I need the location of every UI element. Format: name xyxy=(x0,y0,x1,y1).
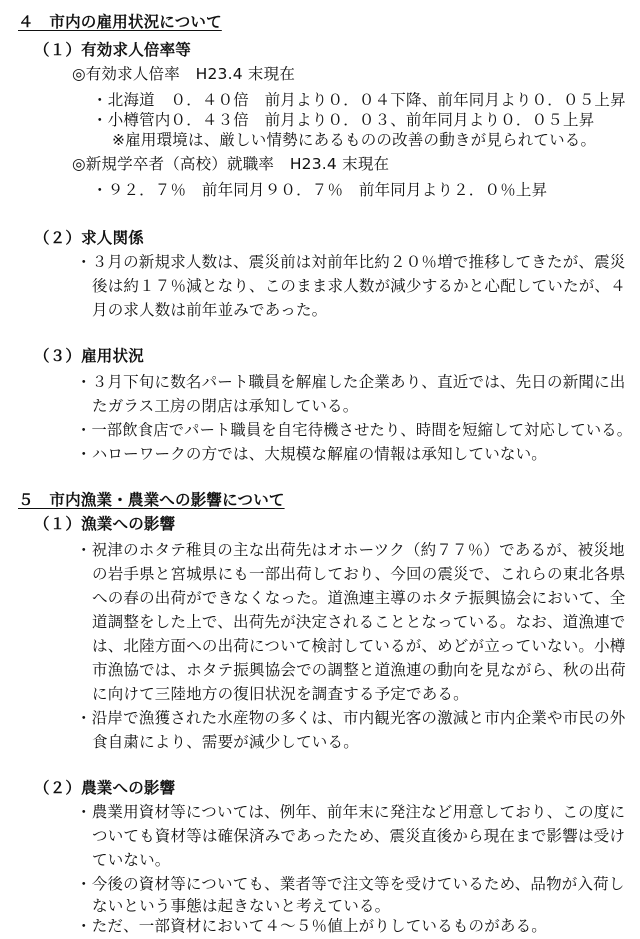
job-offer-text-line: 月の求人数は前年並みであった。 xyxy=(92,301,328,319)
agriculture-text-line: ついても資材等は確保済みであったため、震災直後から現在まで影響は受け xyxy=(92,827,626,845)
new-graduate-title: ◎新規学卒者（高校）就職率 H23.4 末現在 xyxy=(72,155,390,173)
agriculture-text-line: ないという事態は起きないと考えている。 xyxy=(92,897,391,915)
agriculture-text-line: ていない。 xyxy=(92,851,171,869)
fishery-text-line: ・祝津のホタテ稚貝の主な出荷先はオホーツク（約７７％）であるが、被災地 xyxy=(76,541,625,559)
job-offer-text-line: 後は約１７％減となり、このまま求人数が減少するかと心配していたが、４ xyxy=(92,277,626,295)
fishery-text-line: への春の出荷ができなくなった。道漁連主導のホタテ振興協会において、全 xyxy=(92,589,626,607)
section-4-3-title: （３）雇用状況 xyxy=(34,347,144,365)
employment-status-text-line: ・一部飲食店でパート職員を自宅待機させたり、時間を短縮して対応している。 xyxy=(76,421,633,439)
fishery-text-line: ・沿岸で漁獲された水産物の多くは、市内観光客の激減と市内企業や市民の外 xyxy=(76,709,626,727)
agriculture-text-line: ・ただ、一部資材において４～５％値上がりしているものがある。 xyxy=(76,917,548,935)
fishery-text-line: の岩手県と宮城県にも一部出荷しており、今回の震災で、これらの東北各県 xyxy=(92,565,626,583)
section-4-1-title: （１）有効求人倍率等 xyxy=(34,41,192,59)
fishery-text-line: 食自粛により、需要が減少している。 xyxy=(92,733,359,751)
effective-job-ratio-title: ◎有効求人倍率 H23.4 末現在 xyxy=(72,65,296,83)
agriculture-text-line: ・農業用資材等については、例年、前年末に発注など用意しており、この度に xyxy=(76,803,626,821)
employment-status-text-line: ・３月下旬に数名パート職員を解雇した企業あり、直近では、先日の新聞に出 xyxy=(76,373,626,391)
section-5-heading: ５ 市内漁業・農業への影響について xyxy=(18,491,285,509)
job-offer-text-line: ・３月の新規求人数は、震災前は対前年比約２０％増で推移してきたが、震災 xyxy=(76,253,626,271)
employment-status-text-line: たガラス工房の閉店は承知している。 xyxy=(92,397,359,415)
otaru-ratio-line: ・小樽管内０．４３倍 前月より０．０３、前年同月より０．０５上昇 xyxy=(92,111,595,129)
section-4-heading: ４ 市内の雇用状況について xyxy=(18,13,222,31)
employment-status-text-line: ・ハローワークの方では、大規模な解雇の情報は承知していない。 xyxy=(76,445,548,463)
section-5-2-title: （２）農業への影響 xyxy=(34,779,176,797)
fishery-text-line: 道調整をした上で、出荷先が決定されることとなっている。なお、道漁連で xyxy=(92,613,626,631)
agriculture-text-line: ・今後の資材等についても、業者等で注文等を受けているため、品物が入荷し xyxy=(76,875,625,893)
employment-environment-note: ※雇用環境は、厳しい情勢にあるものの改善の動きが見られている。 xyxy=(112,131,597,149)
fishery-text-line: は、北陸方面への出荷について検討しているが、めどが立っていない。小樽 xyxy=(92,637,626,655)
fishery-text-line: に向けて三陸地方の復旧状況を調査する予定である。 xyxy=(92,685,469,703)
section-4-2-title: （２）求人関係 xyxy=(34,229,144,247)
hokkaido-ratio-line: ・北海道 ０．４０倍 前月より０．０４下降、前年同月より０．０５上昇 xyxy=(92,91,626,109)
fishery-text-line: 市漁協では、ホタテ振興協会での調整と道漁連の動向を見ながら、秋の出荷 xyxy=(92,661,626,679)
new-graduate-rate-line: ・９２．７％ 前年同月９０．７％ 前年同月より２．０％上昇 xyxy=(92,181,548,199)
section-5-1-title: （１）漁業への影響 xyxy=(34,515,176,533)
